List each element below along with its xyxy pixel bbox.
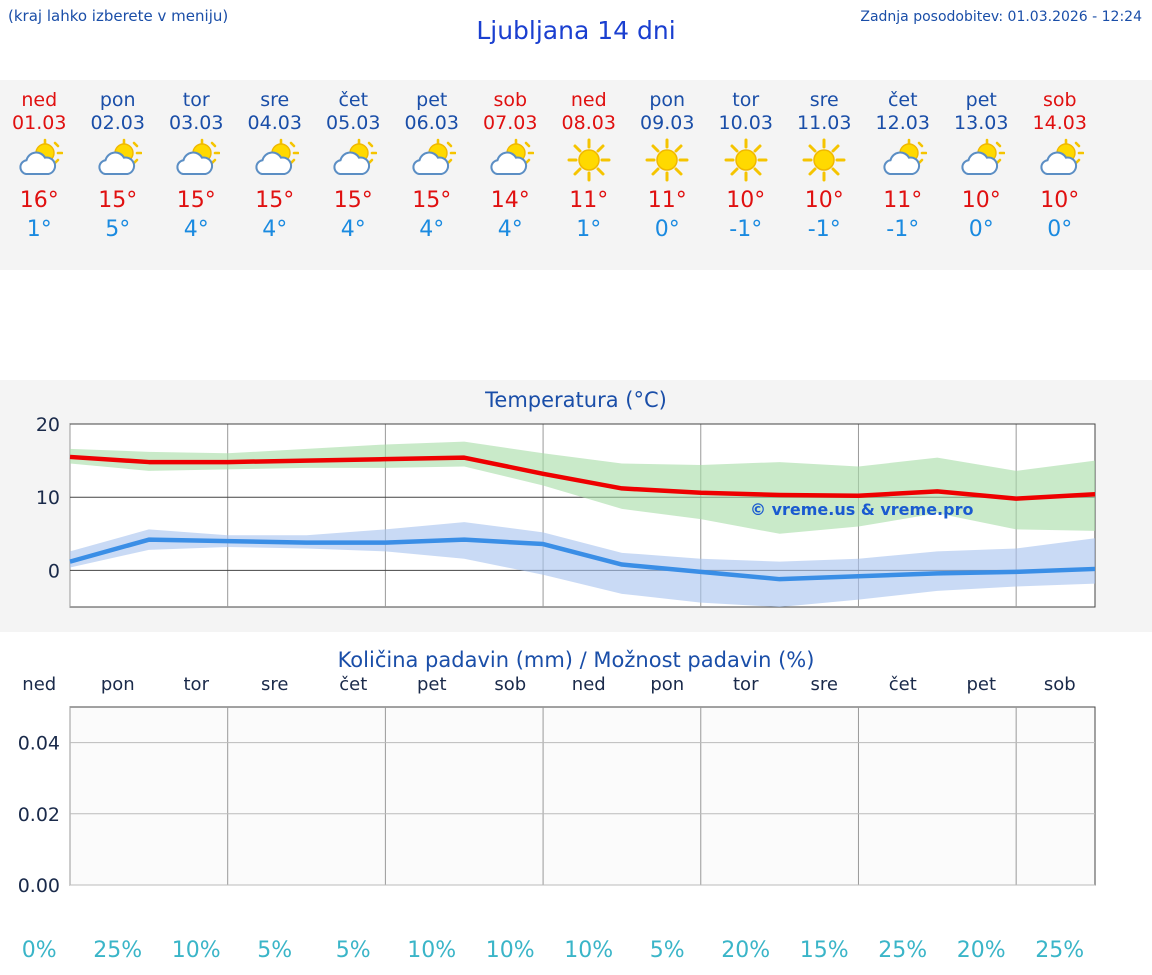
weather-sun-cloud-icon	[393, 138, 472, 182]
precip-probability: 15%	[799, 938, 849, 963]
day-max-temp: 15°	[333, 188, 373, 213]
day-date: 07.03	[483, 112, 538, 134]
day-max-temp: 15°	[98, 188, 138, 213]
day-date: 02.03	[90, 112, 145, 134]
weather-sun-cloud-icon	[157, 138, 236, 182]
precip-probability: 5%	[335, 938, 371, 963]
weather-sun-icon	[550, 138, 629, 182]
day-max-temp: 10°	[726, 188, 766, 213]
weather-sun-cloud-icon	[864, 138, 943, 182]
svg-text:0.00: 0.00	[17, 875, 60, 897]
day-name: čet	[887, 89, 918, 111]
day-min-temp: -1°	[886, 217, 920, 242]
day-column[interactable]	[550, 80, 629, 244]
temperature-plot	[0, 412, 1152, 632]
weather-sun-cloud-icon	[314, 138, 393, 182]
day-date: 01.03	[12, 112, 67, 134]
day-name: pon	[649, 89, 686, 111]
precip-probability: 25%	[878, 938, 928, 963]
day-date: 03.03	[169, 112, 224, 134]
day-date: 12.03	[875, 112, 930, 134]
day-max-temp: 10°	[961, 188, 1001, 213]
day-min-temp: 1°	[576, 217, 602, 242]
day-date: 14.03	[1032, 112, 1087, 134]
svg-text:0: 0	[47, 560, 60, 583]
day-max-temp: 10°	[804, 188, 844, 213]
day-name: sob	[493, 89, 528, 111]
day-min-temp: 0°	[968, 217, 994, 242]
day-min-temp: -1°	[807, 217, 841, 242]
day-column[interactable]	[393, 80, 472, 244]
day-max-temp: 11°	[647, 188, 687, 213]
day-min-temp: 4°	[183, 217, 209, 242]
day-min-temp: 4°	[340, 217, 366, 242]
weather-sun-icon	[785, 138, 864, 182]
precip-probability: 10%	[407, 938, 457, 963]
day-max-temp: 14°	[490, 188, 530, 213]
precip-day-label: sob	[494, 674, 527, 695]
day-column[interactable]	[707, 80, 786, 244]
svg-text:10: 10	[35, 487, 60, 510]
last-updated-label: Zadnja posodobitev: 01.03.2026 - 12:24	[860, 9, 1142, 25]
day-column[interactable]	[157, 80, 236, 244]
day-min-temp: 0°	[654, 217, 680, 242]
day-max-temp: 15°	[176, 188, 216, 213]
precip-probability: 20%	[956, 938, 1006, 963]
day-column[interactable]	[1021, 80, 1100, 244]
day-min-temp: -1°	[729, 217, 763, 242]
precip-day-label: pet	[966, 674, 997, 695]
precipitation-chart	[0, 640, 1152, 975]
precip-day-label: čet	[339, 674, 368, 695]
precipitation-chart-title: Količina padavin (mm) / Možnost padavin (%)	[337, 648, 815, 672]
precip-day-label: pon	[650, 674, 685, 695]
svg-text:0.02: 0.02	[17, 803, 60, 826]
precipitation-plot	[0, 695, 1152, 905]
day-name: tor	[182, 89, 210, 111]
page-header	[0, 0, 1152, 62]
weather-sun-cloud-icon	[942, 138, 1021, 182]
day-date: 05.03	[326, 112, 381, 134]
day-column[interactable]	[0, 80, 79, 244]
day-column[interactable]	[785, 80, 864, 244]
day-min-temp: 4°	[262, 217, 288, 242]
precip-day-label: čet	[888, 674, 917, 695]
precip-day-label: ned	[22, 674, 57, 695]
temperature-chart-title: Temperatura (°C)	[485, 388, 667, 412]
day-column[interactable]	[628, 80, 707, 244]
day-date: 04.03	[247, 112, 302, 134]
day-max-temp: 15°	[255, 188, 295, 213]
day-max-temp: 11°	[883, 188, 923, 213]
day-name: pon	[99, 89, 136, 111]
day-min-temp: 5°	[105, 217, 131, 242]
day-name: sob	[1042, 89, 1077, 111]
day-name: ned	[21, 89, 58, 111]
day-column[interactable]	[314, 80, 393, 244]
precip-day-label: ned	[571, 674, 606, 695]
day-max-temp: 11°	[569, 188, 609, 213]
day-date: 10.03	[718, 112, 773, 134]
day-column[interactable]	[79, 80, 158, 244]
day-name: sre	[260, 89, 290, 111]
day-name: tor	[732, 89, 760, 111]
precip-day-label: sob	[1043, 674, 1076, 695]
precip-probability: 0%	[21, 938, 57, 963]
day-date: 09.03	[640, 112, 695, 134]
precip-day-label: sre	[261, 674, 289, 695]
day-name: sre	[809, 89, 839, 111]
precip-day-label: sre	[810, 674, 838, 695]
day-column[interactable]	[471, 80, 550, 244]
day-name: čet	[338, 89, 369, 111]
precip-probability: 5%	[257, 938, 293, 963]
precip-probability: 20%	[721, 938, 771, 963]
precip-day-label: pon	[100, 674, 135, 695]
page-title: Ljubljana 14 dni	[476, 16, 676, 45]
precip-day-label: tor	[733, 674, 759, 695]
precip-probability: 10%	[171, 938, 221, 963]
day-name: ned	[570, 89, 607, 111]
weather-sun-cloud-icon	[79, 138, 158, 182]
day-date: 08.03	[561, 112, 616, 134]
temperature-chart	[0, 380, 1152, 632]
day-date: 11.03	[797, 112, 852, 134]
weather-sun-cloud-icon	[1021, 138, 1100, 182]
day-min-temp: 0°	[1047, 217, 1073, 242]
precip-day-label: pet	[416, 674, 447, 695]
weather-sun-cloud-icon	[0, 138, 79, 182]
copyright-label: © vreme.us & vreme.pro	[750, 500, 974, 519]
precip-probability: 5%	[649, 938, 685, 963]
precip-day-label: tor	[183, 674, 209, 695]
weather-sun-icon	[628, 138, 707, 182]
day-max-temp: 15°	[412, 188, 452, 213]
precip-probability: 25%	[1035, 938, 1085, 963]
day-column[interactable]	[942, 80, 1021, 244]
day-date: 06.03	[404, 112, 459, 134]
day-min-temp: 4°	[497, 217, 523, 242]
day-name: pet	[965, 89, 997, 111]
location-menu-note: (kraj lahko izberete v meniju)	[8, 7, 229, 25]
day-min-temp: 4°	[419, 217, 445, 242]
day-column[interactable]	[864, 80, 943, 244]
weather-sun-cloud-icon	[236, 138, 315, 182]
svg-text:20: 20	[35, 414, 60, 436]
day-name: pet	[416, 89, 448, 111]
day-max-temp: 10°	[1040, 188, 1080, 213]
precip-probability: 10%	[485, 938, 535, 963]
weather-sun-icon	[707, 138, 786, 182]
svg-text:0.04: 0.04	[17, 732, 60, 755]
day-max-temp: 16°	[19, 188, 59, 213]
day-column[interactable]	[236, 80, 315, 244]
weather-sun-cloud-icon	[471, 138, 550, 182]
precip-probability: 25%	[93, 938, 143, 963]
daily-forecast-strip	[0, 80, 1152, 270]
precip-probability: 10%	[564, 938, 614, 963]
day-date: 13.03	[954, 112, 1009, 134]
day-min-temp: 1°	[26, 217, 52, 242]
